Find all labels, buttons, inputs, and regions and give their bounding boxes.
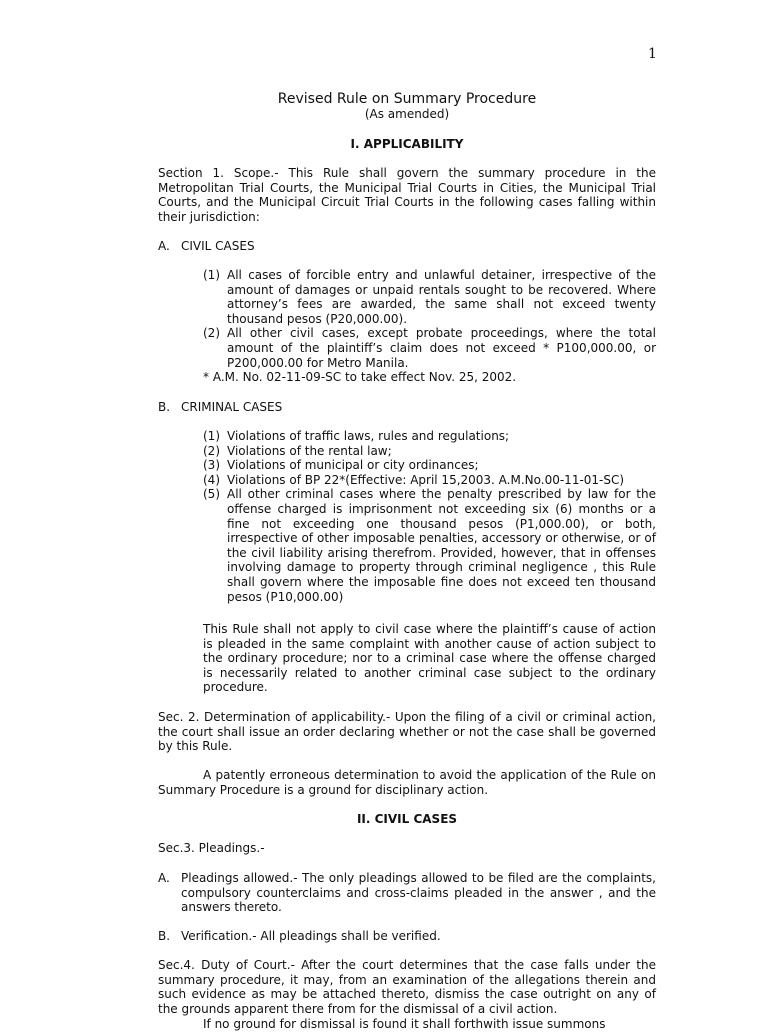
item-text: Violations of traffic laws, rules and regulations; [227, 429, 510, 443]
section-heading-civil-cases: II. CIVIL CASES [356, 812, 458, 826]
cut-off-line: If no ground for dismissal is found it shall forthwith issue summons [203, 1017, 606, 1031]
item-number: (2) [203, 326, 220, 341]
pleadings-allowed-text: Pleadings allowed.- The only pleadings allowed to be filed are the complaints, compulsory counterclaims and cross-claims pleaded in the answer , and the answers thereto. [181, 871, 656, 915]
letter-marker: B. [158, 929, 171, 943]
list-item [203, 268, 656, 326]
exclusion-paragraph: This Rule shall not apply to civil case where the plaintiff’s cause of action is pleaded in the same complaint with another cause of action subject to the ordinary procedure; nor to a criminal case where the offense charged is necessarily related to another criminal case subject to the ordinary procedure. [203, 622, 656, 695]
sec-2-second-paragraph: A patently erroneous determination to avoid the application of the Rule on Summary Procedure is a ground for disciplinary action. [158, 768, 656, 797]
section-1-scope-paragraph: Section 1. Scope.- This Rule shall govern the summary procedure in the Metropolitan Trial Courts, the Municipal Trial Courts in Cities, the Municipal Trial Courts, and the Municipal Circuit Trial Courts in the following cases falling within their jurisdiction: [158, 166, 656, 224]
list-item [203, 429, 656, 444]
document-title: Revised Rule on Summary Procedure [277, 91, 537, 107]
verification-text: Verification.- All pleadings shall be verified. [181, 929, 441, 943]
criminal-cases-heading [158, 400, 656, 415]
page-number: 1 [648, 46, 657, 62]
item-number: (4) [203, 472, 220, 487]
item-number: (1) [203, 268, 220, 282]
item-number: (3) [203, 458, 220, 473]
item-text: All other civil cases, except probate proceedings, where the total amount of the plaintiff’s claim does not exceed * P100,000.00, or P200,000.00 for Metro Manila. [227, 326, 656, 370]
sec-3-heading: Sec.3. Pleadings.- [158, 841, 265, 855]
list-item [203, 326, 656, 370]
criminal-cases-list [158, 429, 656, 604]
civil-cases-label: CIVIL CASES [181, 239, 255, 253]
letter-marker: A. [158, 239, 170, 253]
letter-marker: A. [158, 871, 170, 885]
sec-4-paragraph: Sec.4. Duty of Court.- After the court determines that the case falls under the summary procedure, it may, from an examination of the allegations therein and such evidence as may be attached thereto, dismiss the case outright on any of the grounds apparent there from for the dismissal of a civil action. [158, 958, 656, 1016]
document-subtitle: (As amended) [364, 107, 450, 121]
list-item [203, 473, 656, 488]
list-item [203, 487, 656, 604]
item-text: Violations of BP 22*(Effective: April 15,2003. A.M.No.00-11-01-SC) [227, 472, 625, 487]
list-item [203, 458, 656, 473]
item-number: (1) [203, 429, 220, 443]
item-number: (2) [203, 443, 220, 458]
item-text: All cases of forcible entry and unlawful detainer, irrespective of the amount of damages or unpaid rentals sought to be recovered. Where attorney’s fees are awarded, the same shall not exceed twenty thousand pesos (P20,000.00). [227, 268, 656, 326]
pleadings-allowed-item [158, 871, 656, 915]
footnote: * A.M. No. 02-11-09-SC to take effect Nov. 25, 2002. [203, 370, 517, 385]
document-page [158, 0, 656, 1031]
civil-cases-heading [158, 239, 656, 254]
item-text: Violations of municipal or city ordinances; [227, 458, 479, 473]
criminal-cases-label: CRIMINAL CASES [181, 400, 283, 414]
sec-2-paragraph: Sec. 2. Determination of applicability.- Upon the filing of a civil or criminal action, the court shall issue an order declaring whether or not the case shall be governed by this Rule. [158, 710, 656, 754]
list-item [203, 444, 656, 459]
item-number: (5) [203, 487, 220, 502]
item-text: Violations of the rental law; [227, 443, 392, 458]
verification-item [158, 929, 656, 944]
item-text: All other criminal cases where the penalty prescribed by law for the offense charged is imprisonment not exceeding six (6) months or a fine not exceeding one thousand pesos (P1,000.00), or both, irrespective of other imposable penalties, accessory or otherwise, or of the civil liability arising therefrom. Provided, however, that in offenses involving damage to property through criminal negligence , this Rule shall govern where the imposable fine does not exceed ten thousand pesos (P10,000.00) [227, 487, 656, 604]
section-heading-applicability: I. APPLICABILITY [350, 137, 464, 151]
civil-cases-list [158, 268, 656, 385]
letter-marker: B. [158, 400, 171, 414]
